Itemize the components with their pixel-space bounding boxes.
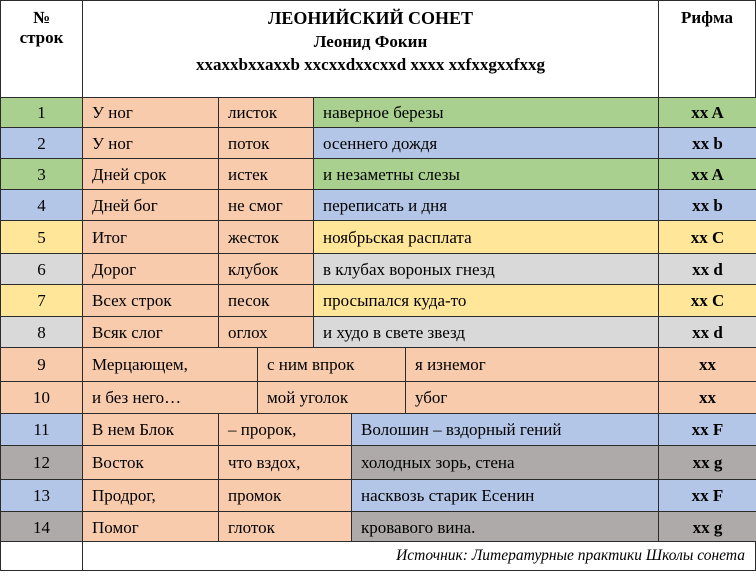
line-part-a: и без него… (82, 381, 258, 414)
line-part-b: поток (218, 127, 314, 159)
line-part-a: Мерцающем, (82, 347, 258, 382)
line-part-a: Продрог, (82, 479, 219, 512)
line-part-c: в клубах вороных гнезд (313, 253, 659, 285)
line-part-b: мой уголок (257, 381, 406, 414)
header-num-word: строк (19, 28, 64, 47)
line-part-c: ноябрьская расплата (313, 220, 659, 254)
line-part-c: и худо в свете звезд (313, 316, 659, 348)
line-part-b: жесток (218, 220, 314, 254)
line-part-a: Всех строк (82, 284, 219, 317)
rhyme-code: xx C (658, 220, 756, 254)
line-part-c: насквозь старик Есенин (351, 479, 659, 512)
rhyme-code: xx b (658, 189, 756, 221)
line-part-c: наверное березы (313, 97, 659, 128)
rhyme-code: xx g (658, 511, 756, 543)
line-part-c: просыпался куда-то (313, 284, 659, 317)
line-number: 5 (0, 220, 83, 254)
rhyme-code: xx F (658, 479, 756, 512)
line-part-c: я изнемог (405, 347, 659, 382)
line-part-a: Итог (82, 220, 219, 254)
line-number: 3 (0, 158, 83, 190)
line-part-b: листок (218, 97, 314, 128)
header-line-number (0, 0, 83, 98)
line-part-b: промок (218, 479, 352, 512)
line-part-a: Дней срок (82, 158, 219, 190)
line-part-a: В нем Блок (82, 413, 219, 446)
rhyme-scheme: xxaxxbxxaxxb xxcxxdxxcxxd xxxx xxfxxgxxfxxg (196, 55, 545, 74)
rhyme-code: xx g (658, 445, 756, 480)
line-number: 13 (0, 479, 83, 512)
line-number: 12 (0, 445, 83, 480)
line-part-a: У ног (82, 127, 219, 159)
rhyme-code: xx C (658, 284, 756, 317)
header-rhyme (658, 0, 756, 98)
header-num-symbol: № (32, 8, 51, 27)
line-part-b: истек (218, 158, 314, 190)
rhyme-code: xx d (658, 316, 756, 348)
line-part-c: убог (405, 381, 659, 414)
line-part-b: песок (218, 284, 314, 317)
rhyme-code: xx d (658, 253, 756, 285)
line-number: 4 (0, 189, 83, 221)
line-part-b: глоток (218, 511, 352, 543)
poem-author: Леонид Фокин (313, 32, 428, 51)
source-note: Источник: Литературные практики Школы сонета (82, 541, 756, 571)
poem-title: ЛЕОНИЙСКИЙ СОНЕТ (268, 8, 473, 28)
rhyme-code: xx A (658, 158, 756, 190)
line-part-c: и незаметны слезы (313, 158, 659, 190)
footer-blank-cell (0, 541, 83, 571)
line-part-a: Дорог (82, 253, 219, 285)
line-part-a: Всяк слог (82, 316, 219, 348)
line-part-b: с ним впрок (257, 347, 406, 382)
line-number: 6 (0, 253, 83, 285)
line-part-a: Помог (82, 511, 219, 543)
line-number: 1 (0, 97, 83, 128)
line-part-c: кровавого вина. (351, 511, 659, 543)
line-number: 2 (0, 127, 83, 159)
line-part-a: У ног (82, 97, 219, 128)
line-number: 11 (0, 413, 83, 446)
line-part-c: Волошин – вздорный гений (351, 413, 659, 446)
rhyme-code: xx (658, 347, 756, 382)
line-number: 14 (0, 511, 83, 543)
rhyme-code: xx A (658, 97, 756, 128)
line-number: 9 (0, 347, 83, 382)
line-part-b: клубок (218, 253, 314, 285)
line-part-c: осеннего дождя (313, 127, 659, 159)
line-part-b: что вздох, (218, 445, 352, 480)
rhyme-code: xx b (658, 127, 756, 159)
header-title-block (82, 0, 659, 98)
rhyme-code: xx F (658, 413, 756, 446)
line-part-c: холодных зорь, стена (351, 445, 659, 480)
line-part-a: Дней бог (82, 189, 219, 221)
header-rhyme-label: Рифма (681, 8, 733, 27)
line-part-a: Восток (82, 445, 219, 480)
line-part-c: переписать и дня (313, 189, 659, 221)
line-part-b: оглох (218, 316, 314, 348)
line-part-b: – пророк, (218, 413, 352, 446)
line-number: 7 (0, 284, 83, 317)
line-number: 8 (0, 316, 83, 348)
line-number: 10 (0, 381, 83, 414)
line-part-b: не смог (218, 189, 314, 221)
rhyme-code: xx (658, 381, 756, 414)
